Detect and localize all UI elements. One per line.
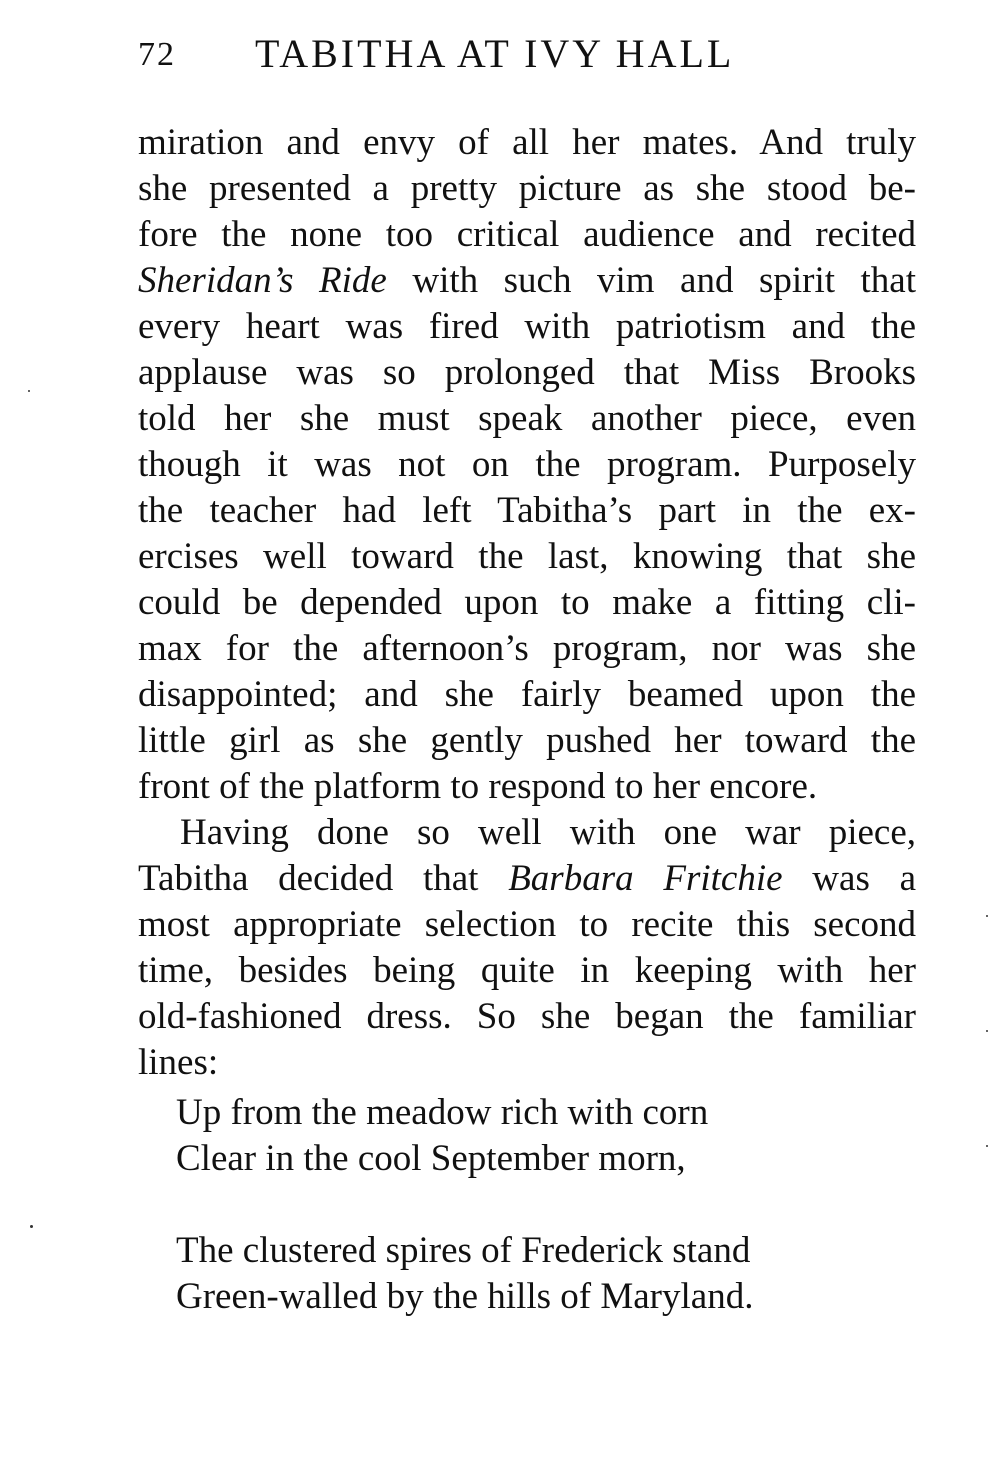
scan-speck [986,1145,988,1147]
text-line: disappointed; and she fairly beamed upon the [138,674,916,715]
running-title: TABITHA AT IVY HALL [255,31,735,76]
text-line: old-fashioned dress. So she began the familiar [138,996,916,1037]
scan-speck [30,1225,33,1228]
text-line [138,258,916,304]
text-line: told her she must speak another piece, even [138,398,916,439]
text-line: could be depended upon to make a fitting cli- [138,582,916,623]
text-line: every heart was fired with patriotism and the [138,306,916,347]
poem-line: Clear in the cool September morn, [176,1138,686,1179]
text-line: fore the none too critical audience and recited [138,214,916,255]
scan-speck [28,390,30,392]
running-head [138,30,918,86]
text-line: she presented a pretty picture as she stood be- [138,168,916,209]
text-line: miration and envy of all her mates. And truly [138,122,916,163]
poem-line: Green-walled by the hills of Maryland. [176,1276,754,1317]
text-fragment: with such vim and spirit that [412,260,917,301]
body-text [138,120,916,1086]
italic-title: Sheridan’s Ride [138,260,387,301]
poem-stanza [176,1090,916,1182]
text-line: though it was not on the program. Purposely [138,444,916,485]
text-line: ercises well toward the last, knowing that she [138,536,916,577]
poem-stanza [176,1228,916,1320]
page-number: 72 [138,36,176,73]
text-line: time, besides being quite in keeping with her [138,950,916,991]
text-line: applause was so prolonged that Miss Brooks [138,352,916,393]
text-line: little girl as she gently pushed her toward the [138,720,916,761]
text-fragment: Tabitha decided that [138,858,479,899]
poem-line: Up from the meadow rich with corn [176,1092,709,1133]
text-line: Having done so well with one war piece, [180,812,916,853]
text-line: the teacher had left Tabitha’s part in the ex- [138,490,916,531]
text-line: lines: [138,1042,219,1083]
text-fragment: was a [812,858,917,899]
text-line: front of the platform to respond to her encore. [138,766,818,807]
scan-speck [986,1030,988,1032]
text-line: max for the afternoon’s program, nor was she [138,628,916,669]
text-line: most appropriate selection to recite this second [138,904,916,945]
poem-line: The clustered spires of Frederick stand [176,1230,751,1271]
text-line [138,856,916,902]
italic-title: Barbara Fritchie [508,858,783,899]
scan-speck [986,915,988,917]
